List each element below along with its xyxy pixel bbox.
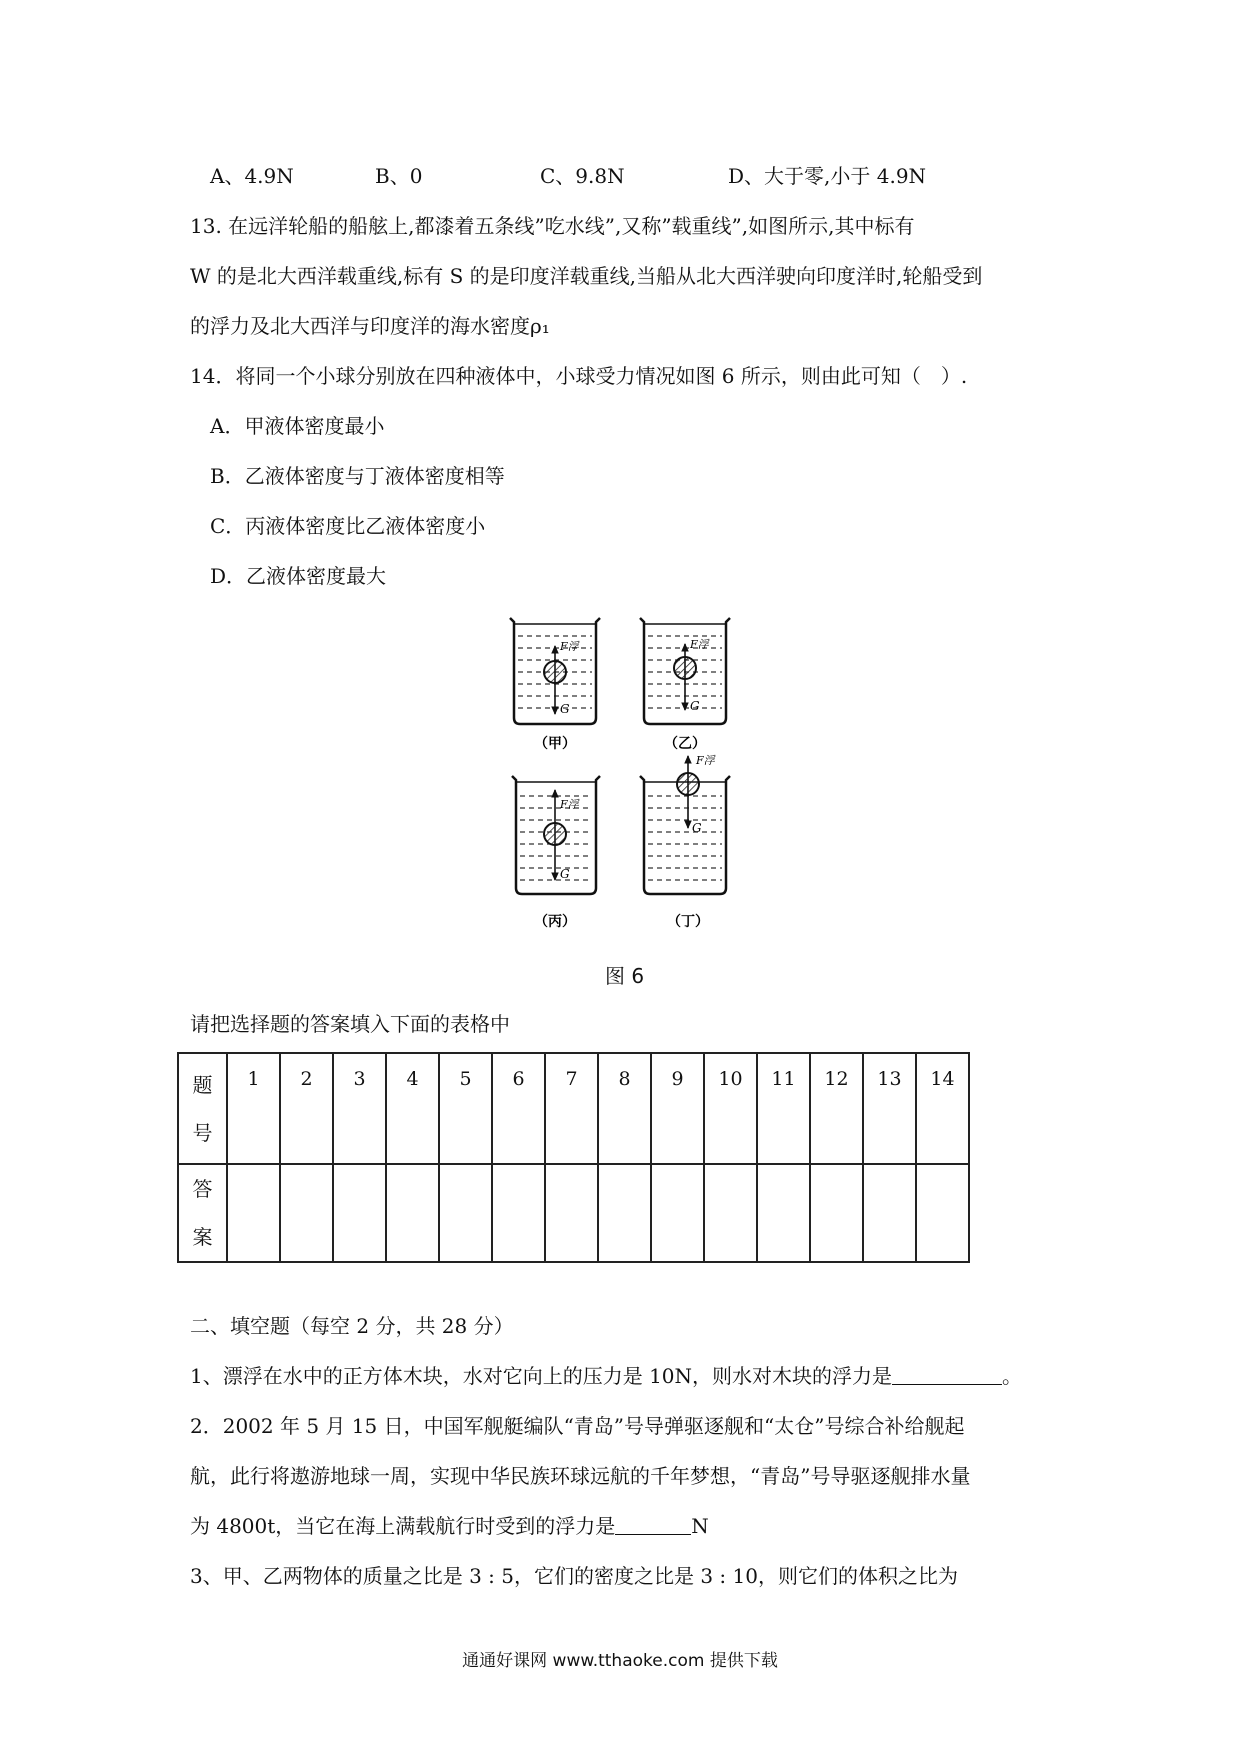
q14-stem: 14．将同一个小球分别放在四种液体中，小球受力情况如图 6 所示，则由此可知（ ）. <box>190 364 968 388</box>
beaker-yi <box>640 618 730 752</box>
table-cell-number: 1 <box>227 1053 280 1164</box>
q13-line-1: 13. 在远洋轮船的船舷上,都漆着五条线”吃水线”,又称”载重线”,如图所示,其中标有 <box>190 214 915 238</box>
table-row-numbers <box>178 1053 969 1164</box>
answer-cell[interactable] <box>757 1164 810 1262</box>
beaker-yi-label: （乙） <box>664 736 706 752</box>
q12-option-a: A、4.9N <box>210 164 294 188</box>
beakers-diagram <box>500 598 760 948</box>
fill-q1-end: 。 <box>1002 1364 1023 1388</box>
q14-option-c: C．丙液体密度比乙液体密度小 <box>210 514 486 538</box>
beaker-jia <box>510 618 600 752</box>
q14-option-b: B．乙液体密度与丁液体密度相等 <box>210 464 505 488</box>
q14-option-d: D．乙液体密度最大 <box>210 564 387 588</box>
figure-caption: 图 6 <box>605 964 645 988</box>
answer-table <box>177 1052 970 1263</box>
beaker-bing-gravity: G <box>560 867 570 881</box>
beaker-bing-label: （丙） <box>534 914 576 930</box>
fill-q2-line-1: 2．2002 年 5 月 15 日，中国军舰艇编队“青岛”号导弹驱逐舰和“太仓”号综合补给舰起 <box>190 1414 965 1438</box>
answer-cell[interactable] <box>492 1164 545 1262</box>
table-cell-number: 3 <box>333 1053 386 1164</box>
q12-option-b: B、0 <box>375 164 423 188</box>
beaker-yi-buoyancy: F浮 <box>690 638 709 651</box>
fill-q2-unit: N <box>691 1514 709 1538</box>
beaker-ding-buoyancy: F浮 <box>696 754 715 767</box>
beaker-ding-label: （丁） <box>667 914 709 930</box>
fill-q2-line-2: 航，此行将遨游地球一周，实现中华民族环球远航的千年梦想，“青岛”号导驱逐舰排水量 <box>190 1464 971 1488</box>
fill-q1-text: 1、漂浮在水中的正方体木块，水对它向上的压力是 10N，则水对木块的浮力是 <box>190 1364 893 1388</box>
section-2-title: 二、填空题（每空 2 分，共 28 分） <box>190 1314 514 1338</box>
table-cell-number: 6 <box>492 1053 545 1164</box>
answer-cell[interactable] <box>545 1164 598 1262</box>
table-cell-number: 7 <box>545 1053 598 1164</box>
q12-option-d: D、大于零,小于 4.9N <box>728 164 927 188</box>
beaker-ding <box>640 754 730 930</box>
table-cell-number: 11 <box>757 1053 810 1164</box>
answer-cell[interactable] <box>810 1164 863 1262</box>
answer-cell[interactable] <box>916 1164 969 1262</box>
footer-credit: 通通好课网 www.tthaoke.com 提供下载 <box>462 1651 778 1671</box>
answer-table-intro: 请把选择题的答案填入下面的表格中 <box>190 1012 510 1036</box>
fill-q1 <box>190 1362 1022 1390</box>
answer-cell[interactable] <box>386 1164 439 1262</box>
beaker-bing-buoyancy: F浮 <box>560 798 579 811</box>
table-row-answers <box>178 1164 969 1262</box>
fill-q2-blank[interactable] <box>615 1514 691 1535</box>
q13-line-2: W 的是北大西洋载重线,标有 S 的是印度洋载重线,当船从北大西洋驶向印度洋时,轮船受到 <box>190 264 983 288</box>
table-cell-number: 10 <box>704 1053 757 1164</box>
table-cell-number: 8 <box>598 1053 651 1164</box>
beaker-yi-gravity: G <box>690 699 700 713</box>
fill-q3-line-1: 3、甲、乙两物体的质量之比是 3 : 5，它们的密度之比是 3 : 10，则它们的体积之比为 <box>190 1564 958 1588</box>
table-cell-number: 2 <box>280 1053 333 1164</box>
answer-cell[interactable] <box>439 1164 492 1262</box>
figure-6 <box>500 598 760 948</box>
answer-cell[interactable] <box>280 1164 333 1262</box>
table-cell-number: 13 <box>863 1053 916 1164</box>
q14-option-a: A．甲液体密度最小 <box>210 414 385 438</box>
answer-cell[interactable] <box>227 1164 280 1262</box>
fill-q2-text: 为 4800t，当它在海上满载航行时受到的浮力是 <box>190 1514 616 1538</box>
answer-cell[interactable] <box>651 1164 704 1262</box>
table-cell-number: 12 <box>810 1053 863 1164</box>
beaker-bing <box>512 776 600 930</box>
fill-q2-line-3 <box>190 1512 709 1540</box>
row-head-question-number: 题 号 <box>178 1053 227 1164</box>
answer-cell[interactable] <box>863 1164 916 1262</box>
answer-cell[interactable] <box>333 1164 386 1262</box>
q12-option-c: C、9.8N <box>540 164 625 188</box>
row-head-answer: 答 案 <box>178 1164 227 1262</box>
answer-cell[interactable] <box>704 1164 757 1262</box>
fill-q1-blank[interactable] <box>892 1364 1002 1385</box>
table-cell-number: 9 <box>651 1053 704 1164</box>
beaker-jia-gravity: G <box>560 702 570 716</box>
table-cell-number: 14 <box>916 1053 969 1164</box>
table-cell-number: 5 <box>439 1053 492 1164</box>
beaker-jia-label: （甲） <box>534 736 576 752</box>
beaker-ding-gravity: G <box>692 821 702 835</box>
q13-line-3: 的浮力及北大西洋与印度洋的海水密度ρ₁ <box>190 314 550 338</box>
answer-cell[interactable] <box>598 1164 651 1262</box>
table-cell-number: 4 <box>386 1053 439 1164</box>
beaker-jia-buoyancy: F浮 <box>560 640 579 653</box>
